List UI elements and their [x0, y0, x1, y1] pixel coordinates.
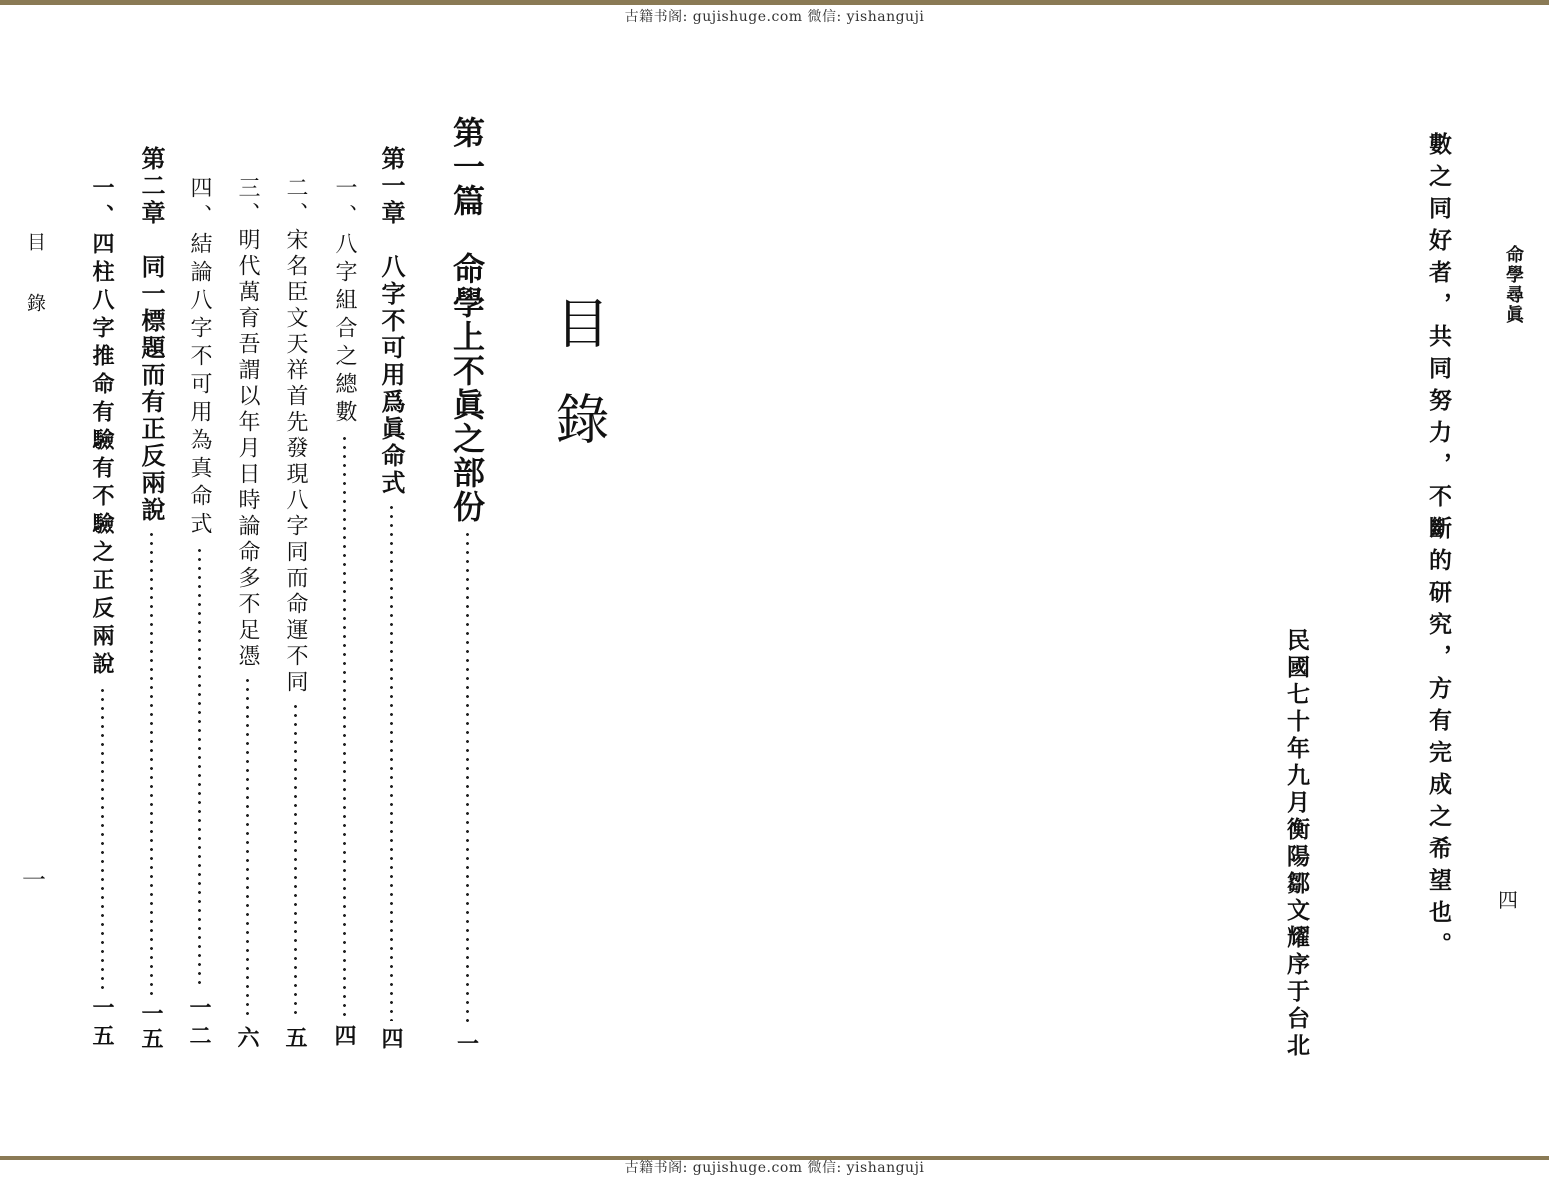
- toc-entry-chapter-1[interactable]: [374, 146, 409, 1052]
- toc-entry-page: 六: [234, 1026, 260, 1052]
- leader-dots: [150, 530, 153, 996]
- toc-entry-page: 一五: [138, 1002, 164, 1052]
- leader-dots: [198, 546, 201, 990]
- toc-entry-1-1[interactable]: [329, 176, 360, 1052]
- leader-dots: [294, 702, 297, 1020]
- toc-entry-label: 第一篇 命學上不眞之部份: [448, 116, 486, 524]
- toc-entry-2-1[interactable]: [87, 176, 118, 1052]
- toc-entry-label: 一、四柱八字推命有驗有不驗之正反兩說: [89, 176, 115, 680]
- left-page-number: 一: [22, 866, 46, 894]
- toc-entry-page: 一: [453, 1032, 480, 1056]
- toc-entry-page: 四: [331, 1024, 357, 1052]
- leader-dots: [343, 434, 346, 1018]
- right-page-number: 四: [1498, 888, 1518, 912]
- watermark-bottom: 古籍书阁: gujishuge.com 微信: yishanguji: [624, 1160, 925, 1176]
- toc-entry-label: 第一章 八字不可用爲眞命式: [377, 146, 406, 497]
- toc-entry-label: 一、八字組合之總數: [332, 176, 357, 428]
- toc-entry-label: 三、明代萬育吾謂以年月日時論命多不足憑: [235, 176, 260, 670]
- watermark-top: 古籍书阁: gujishuge.com 微信: yishanguji: [624, 9, 925, 25]
- top-border: [0, 0, 1549, 5]
- left-margin-label: 目錄: [24, 232, 46, 354]
- running-head: 命學尋眞: [1503, 245, 1524, 325]
- toc-entry-label: 四、結論八字不可用為真命式: [187, 176, 212, 540]
- preface-closing-line: 數之同好者，共同努力，不斷的研究，方有完成之希望也。: [1425, 132, 1452, 964]
- toc-entry-label: 第二章 同一標題而有正反兩說: [137, 146, 166, 524]
- toc-entry-1-2[interactable]: [280, 176, 311, 1052]
- leader-dots: [390, 503, 393, 1021]
- leader-dots: [246, 676, 249, 1020]
- preface-signature: 民國七十年九月衡陽鄒文耀序于台北: [1283, 628, 1310, 1060]
- toc-entry-1-4[interactable]: [184, 176, 215, 1052]
- toc-entry-part-1[interactable]: [444, 116, 490, 1056]
- toc-entry-chapter-2[interactable]: [134, 146, 169, 1052]
- toc-entry-label: 二、宋名臣文天祥首先發現八字同而命運不同: [283, 176, 308, 696]
- toc-entry-page: 一五: [89, 996, 115, 1052]
- toc-heading: 目錄: [547, 295, 610, 487]
- toc-entry-page: 四: [378, 1027, 404, 1052]
- toc-entry-page: 一二: [186, 996, 212, 1052]
- leader-dots: [101, 686, 104, 990]
- toc-entry-page: 五: [282, 1026, 308, 1052]
- leader-dots: [466, 530, 469, 1026]
- toc-entry-1-3[interactable]: [232, 176, 263, 1052]
